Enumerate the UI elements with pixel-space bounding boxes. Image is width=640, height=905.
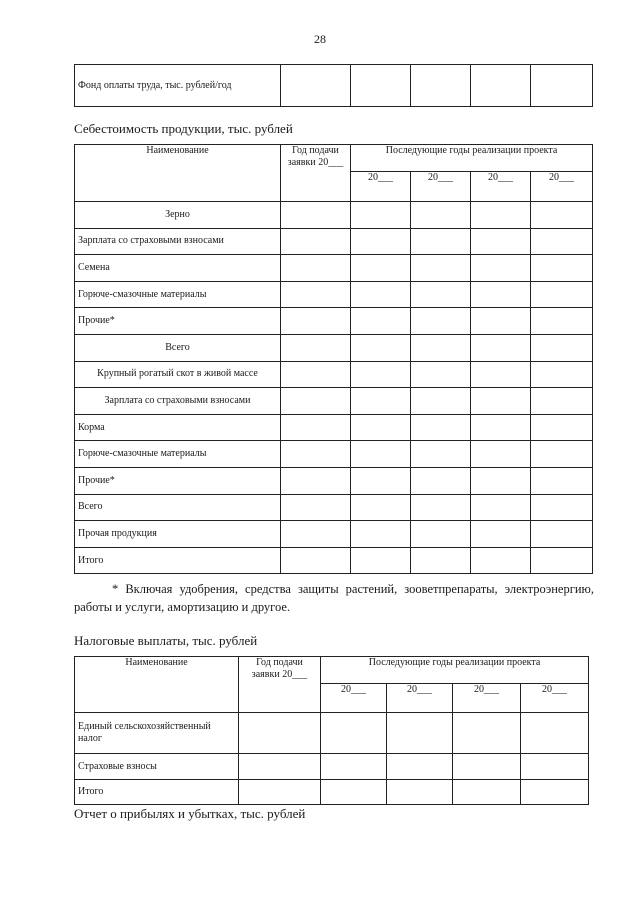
table-cell[interactable] [471,65,531,107]
table-cell[interactable] [411,441,471,468]
table-cell[interactable] [351,334,411,361]
table-cell[interactable] [281,441,351,468]
table-cell[interactable] [471,202,531,229]
row-label: Корма [75,414,281,441]
header-application-year: Год подачи заявки 20___ [281,145,351,202]
table-cell[interactable] [531,441,593,468]
table-cell[interactable] [321,780,387,805]
table-cell[interactable] [411,521,471,548]
table-cell[interactable] [281,65,351,107]
table-cell[interactable] [351,547,411,574]
table-cell[interactable] [531,281,593,308]
table-cell[interactable] [531,521,593,548]
table-cell[interactable] [351,228,411,255]
table-cell[interactable] [239,780,321,805]
table-cell[interactable] [471,308,531,335]
table-cell[interactable] [387,780,453,805]
table-cell[interactable] [471,281,531,308]
page-number: 28 [314,32,326,46]
header-year-cell[interactable]: 20___ [411,172,471,202]
table-cell[interactable] [351,361,411,388]
header-following-years: Последующие годы реализации проекта [321,657,589,684]
table-cell[interactable] [351,494,411,521]
row-label: Итого [75,547,281,574]
table-cell[interactable] [531,547,593,574]
table-cell[interactable] [321,713,387,754]
table-cell[interactable] [411,228,471,255]
table-cell[interactable] [281,494,351,521]
table-cell[interactable] [411,361,471,388]
table-cell[interactable] [281,228,351,255]
row-label: Семена [75,255,281,282]
wage-fund-table [74,64,593,107]
tax-table [74,656,589,805]
table-cell[interactable] [471,228,531,255]
table-cell[interactable] [351,65,411,107]
table-cell[interactable] [281,521,351,548]
table-cell[interactable] [281,255,351,282]
header-name: Наименование [75,145,281,202]
table-cell[interactable] [453,780,521,805]
table-cell[interactable] [531,228,593,255]
table-cell[interactable] [411,494,471,521]
table-cell[interactable] [351,255,411,282]
table-cell[interactable] [471,255,531,282]
row-label: Прочие* [75,308,281,335]
row-label: Зарплата со страховыми взносами [75,388,281,415]
table-cell[interactable] [521,780,589,805]
table-cell[interactable] [471,494,531,521]
row-label: Крупный рогатый скот в живой массе [75,361,281,388]
table-cell[interactable] [411,334,471,361]
table-cell[interactable] [531,388,593,415]
table-cell[interactable] [351,521,411,548]
wage-fund-label: Фонд оплаты труда, тыс. рублей/год [75,65,281,107]
table-cell[interactable] [281,334,351,361]
table-cell[interactable] [521,754,589,780]
table-cell[interactable] [531,65,593,107]
row-label: Страховые взносы [75,754,239,780]
table-cell[interactable] [411,414,471,441]
header-year-cell[interactable]: 20___ [453,684,521,713]
table-cell[interactable] [281,202,351,229]
table-cell[interactable] [531,361,593,388]
table-cell[interactable] [411,202,471,229]
row-label: Зерно [75,202,281,229]
row-label: Единый сельскохозяйственный налог [75,713,239,754]
table-cell[interactable] [531,467,593,494]
table-cell[interactable] [351,281,411,308]
table-cell[interactable] [411,547,471,574]
table-cell[interactable] [411,65,471,107]
table-cell[interactable] [387,713,453,754]
header-year-cell[interactable]: 20___ [531,172,593,202]
table-cell[interactable] [281,547,351,574]
table-cell[interactable] [471,441,531,468]
header-year-cell[interactable]: 20___ [351,172,411,202]
table-cell[interactable] [321,754,387,780]
table-cell[interactable] [531,308,593,335]
table-cell[interactable] [351,308,411,335]
table-cell[interactable] [531,414,593,441]
table-cell[interactable] [471,361,531,388]
table-cell[interactable] [471,521,531,548]
table-cell[interactable] [453,713,521,754]
header-application-year: Год подачи заявки 20___ [239,657,321,713]
cost-table [74,144,593,574]
table-cell[interactable] [351,467,411,494]
table-cell[interactable] [411,281,471,308]
table-cell[interactable] [281,308,351,335]
header-year-cell[interactable]: 20___ [521,684,589,713]
table-cell[interactable] [531,494,593,521]
row-label: Всего [75,494,281,521]
table-cell[interactable] [411,467,471,494]
table-cell[interactable] [281,414,351,441]
table-cell[interactable] [531,202,593,229]
row-label: Всего [75,334,281,361]
table-cell[interactable] [387,754,453,780]
table-cell[interactable] [471,388,531,415]
table-cell[interactable] [471,414,531,441]
table-cell[interactable] [351,414,411,441]
row-label: Прочая продукция [75,521,281,548]
header-year-cell[interactable]: 20___ [387,684,453,713]
table-cell[interactable] [411,255,471,282]
header-following-years: Последующие годы реализации проекта [351,145,593,172]
table-cell[interactable] [411,308,471,335]
table-cell[interactable] [281,281,351,308]
table-cell[interactable] [471,334,531,361]
table-cell[interactable] [281,388,351,415]
row-label: Горюче-смазочные материалы [75,281,281,308]
table-cell[interactable] [471,547,531,574]
profit-section-title: Отчет о прибылях и убытках, тыс. рублей [74,806,306,821]
row-label: Прочие* [75,467,281,494]
table-cell[interactable] [239,713,321,754]
table-cell[interactable] [239,754,321,780]
table-cell[interactable] [521,713,589,754]
table-cell[interactable] [351,202,411,229]
header-year-cell[interactable]: 20___ [471,172,531,202]
table-cell[interactable] [281,361,351,388]
table-cell[interactable] [531,255,593,282]
header-year-cell[interactable]: 20___ [321,684,387,713]
table-cell[interactable] [351,441,411,468]
table-cell[interactable] [471,467,531,494]
table-cell[interactable] [411,388,471,415]
cost-section-title: Себестоимость продукции, тыс. рублей [74,121,293,136]
row-label: Итого [75,780,239,805]
header-name: Наименование [75,657,239,713]
table-cell[interactable] [281,467,351,494]
row-label: Горюче-смазочные материалы [75,441,281,468]
table-cell[interactable] [453,754,521,780]
tax-section-title: Налоговые выплаты, тыс. рублей [74,633,258,648]
table-cell[interactable] [351,388,411,415]
row-label: Зарплата со страховыми взносами [75,228,281,255]
footnote: * Включая удобрения, средства защиты растений, зооветпрепараты, электроэнергию, работы и услуги, амортизацию и другое. [74,582,594,614]
table-cell[interactable] [531,334,593,361]
